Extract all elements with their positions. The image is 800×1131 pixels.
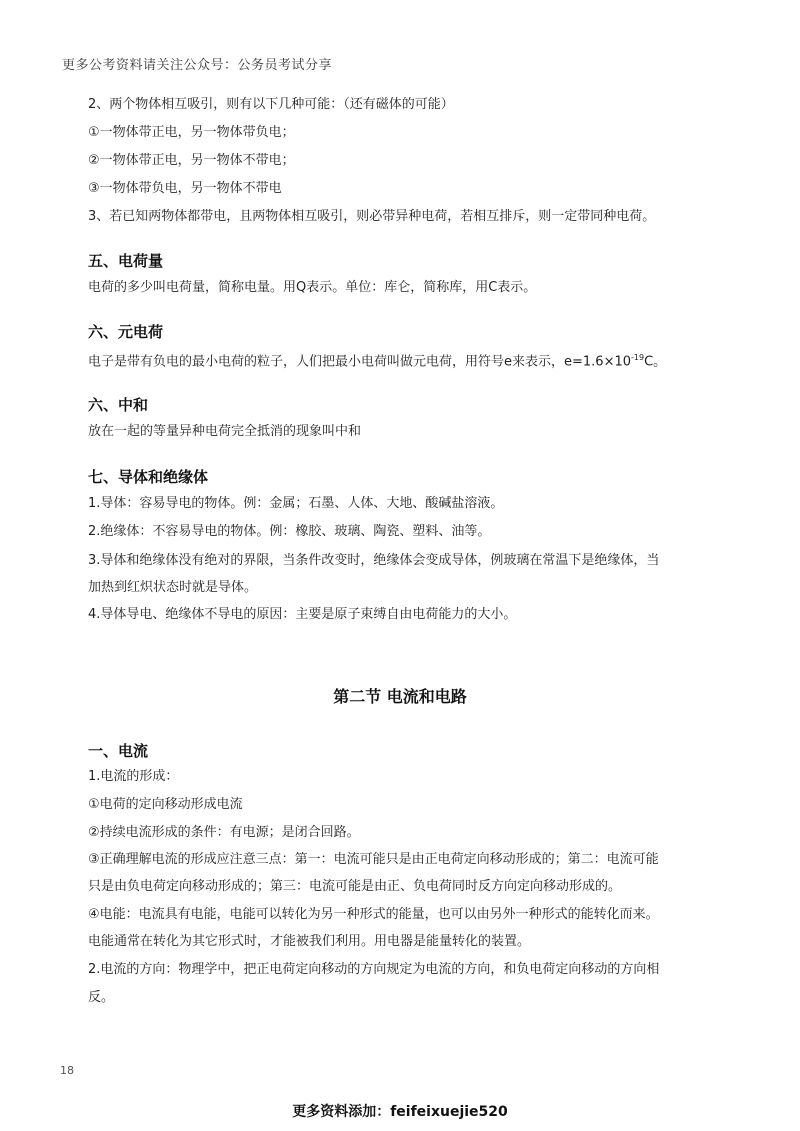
paragraph-line: 加热到红炽状态时就是导体。 [88, 580, 258, 595]
paragraph-line: 放在一起的等量异种电荷完全抵消的现象叫中和 [88, 424, 362, 439]
paragraph-line [88, 349, 666, 371]
paragraph-line: ②持续电流形成的条件：有电源；是闭合回路。 [88, 825, 360, 840]
paragraph-line: ①电荷的定向移动形成电流 [88, 797, 243, 812]
section-heading: 五、电荷量 [88, 252, 164, 270]
paragraph-line: 3.导体和绝缘体没有绝对的界限，当条件改变时，绝缘体会变成导体，例玻璃在常温下是绝缘体，当 [88, 553, 660, 568]
paragraph-line: 反。 [88, 990, 115, 1005]
section-heading: 一、电流 [88, 742, 149, 760]
text-unit: C。 [644, 354, 667, 370]
header-note: 更多公考资料请关注公众号：公务员考试分享 [62, 58, 333, 73]
paragraph-line: ②一物体带正电，另一物体不带电； [88, 153, 295, 168]
page-number: 18 [60, 1064, 74, 1077]
paragraph-line: ④电能：电流具有电能，电能可以转化为另一种形式的能量，也可以由另外一种形式的能转化而来。 [88, 907, 659, 922]
paragraph-line: 1.电流的形成： [88, 769, 179, 784]
section-heading: 六、元电荷 [88, 323, 164, 341]
paragraph-line: 1.导体：容易导电的物体。例：金属；石墨、人体、大地、酸碱盐溶液。 [88, 496, 504, 511]
paragraph-line: ③一物体带负电，另一物体不带电 [88, 181, 282, 196]
footer-note: 更多资料添加：feifeixuejie520 [292, 1104, 508, 1120]
paragraph-line: 电荷的多少叫电荷量，简称电量。用Q表示。单位：库仑，简称库，用C表示。 [88, 280, 537, 295]
section-title: 第二节 电流和电路 [333, 687, 467, 706]
paragraph-line: 2.绝缘体：不容易导电的物体。例：橡胶、玻璃、陶瓷、塑料、油等。 [88, 524, 491, 539]
paragraph-line: ①一物体带正电，另一物体带负电； [88, 125, 295, 140]
paragraph-line: 2.电流的方向：物理学中，把正电荷定向移动的方向规定为电流的方向，和负电荷定向移动的方向相 [88, 962, 660, 977]
paragraph-line: 2、两个物体相互吸引，则有以下几种可能：（还有磁体的可能） [88, 97, 454, 112]
section-heading: 七、导体和绝缘体 [88, 468, 209, 486]
paragraph-line: 只是由负电荷定向移动形成的；第三：电流可能是由正、负电荷同时反方向定向移动形成的。 [88, 879, 622, 894]
paragraph-line: 3、若已知两物体都带电，且两物体相互吸引，则必带异种电荷，若相互排斥，则一定带同种电荷。 [88, 209, 656, 224]
paragraph-line: 电能通常在转化为其它形式时，才能被我们利用。用电器是能量转化的装置。 [88, 934, 531, 949]
paragraph-line: 4.导体导电、绝缘体不导电的原因：主要是原子束缚自由电荷能力的大小。 [88, 607, 517, 622]
paragraph-line: ③正确理解电流的形成应注意三点：第一：电流可能只是由正电荷定向移动形成的；第二：电流可能 [88, 852, 659, 867]
exponent: -19 [631, 353, 645, 362]
section-heading: 六、中和 [88, 396, 149, 414]
text-main: 电子是带有负电的最小电荷的粒子，人们把最小电荷叫做元电荷，用符号e来表示，e=1.6×10 [88, 354, 631, 370]
